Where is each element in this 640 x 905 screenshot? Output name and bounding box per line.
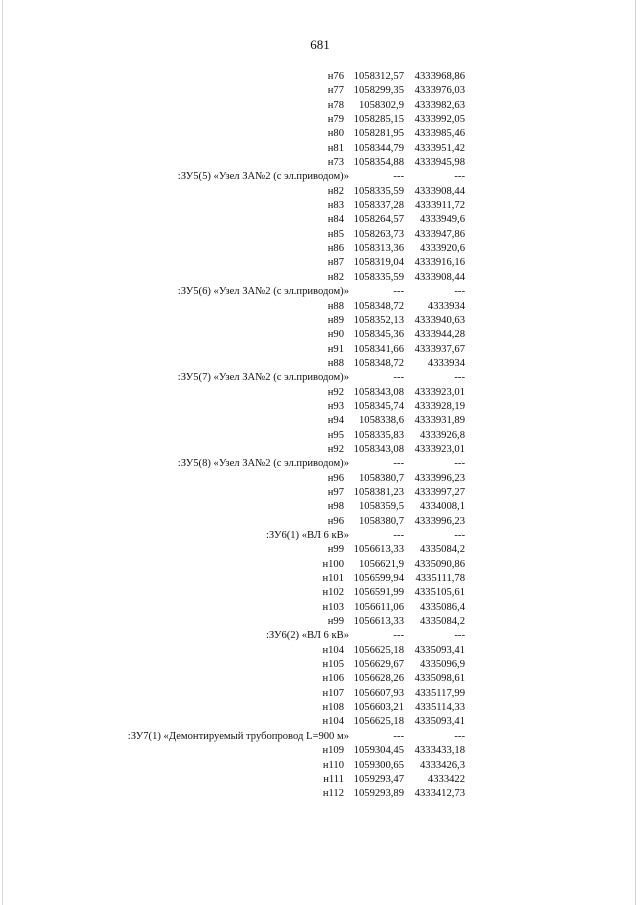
point-id: н82 (327, 185, 344, 197)
y-coordinate: 4335084,2 (419, 544, 465, 556)
y-coordinate: 4333422 (427, 773, 465, 785)
x-coordinate: 1056621,9 (358, 558, 404, 570)
y-coordinate: 4333944,28 (414, 329, 465, 341)
table-row (0, 156, 640, 170)
x-coordinate: 1056628,26 (353, 673, 404, 685)
x-coordinate: 1056613,33 (353, 616, 404, 628)
x-coordinate: --- (393, 286, 404, 298)
point-id: н111 (323, 773, 344, 785)
point-id: н84 (327, 214, 344, 226)
point-id: н91 (327, 343, 344, 355)
x-coordinate: --- (393, 730, 404, 742)
x-coordinate: 1056591,99 (353, 587, 404, 599)
x-coordinate: 1058263,73 (353, 228, 404, 240)
y-coordinate: 4333934 (427, 300, 465, 312)
point-id: н81 (327, 142, 344, 154)
point-id: н104 (322, 716, 344, 728)
y-coordinate: 4333934 (427, 357, 465, 369)
x-coordinate: --- (393, 630, 404, 642)
point-id: н88 (327, 357, 344, 369)
y-coordinate: 4333920,6 (419, 243, 465, 255)
point-id: н83 (327, 200, 344, 212)
y-coordinate: 4335114,33 (415, 702, 465, 714)
point-id: н107 (322, 687, 344, 699)
table-row (0, 113, 640, 127)
table-row (0, 515, 640, 529)
y-coordinate: 4333996,23 (414, 515, 465, 527)
x-coordinate: 1058344,79 (353, 142, 404, 154)
y-coordinate: 4333916,16 (414, 257, 465, 269)
y-coordinate: 4333940,63 (414, 314, 465, 326)
x-coordinate: --- (393, 372, 404, 384)
table-row (0, 644, 640, 658)
point-id: н92 (327, 443, 344, 455)
x-coordinate: 1056613,33 (353, 544, 404, 556)
x-coordinate: 1056607,93 (353, 687, 404, 699)
x-coordinate: 1058335,59 (353, 271, 404, 283)
x-coordinate: 1058299,35 (353, 85, 404, 97)
point-id: н109 (322, 745, 344, 757)
x-coordinate: 1056625,18 (353, 716, 404, 728)
table-row (0, 543, 640, 557)
x-coordinate: 1058380,7 (358, 472, 404, 484)
x-coordinate: 1056603,21 (353, 702, 404, 714)
x-coordinate: 1059293,89 (353, 788, 404, 800)
table-row (0, 429, 640, 443)
table-row (0, 256, 640, 270)
table-row (0, 701, 640, 715)
table-row (0, 586, 640, 600)
table-row (0, 84, 640, 98)
y-coordinate: 4333433,18 (414, 745, 465, 757)
table-row (0, 715, 640, 729)
x-coordinate: 1058345,74 (353, 400, 404, 412)
point-id: н96 (327, 472, 344, 484)
y-coordinate: 4333997,27 (414, 486, 465, 498)
x-coordinate: 1058302,9 (358, 99, 404, 111)
x-coordinate: 1056611,06 (354, 601, 404, 613)
table-row (0, 142, 640, 156)
x-coordinate: 1058343,08 (353, 443, 404, 455)
table-row (0, 228, 640, 242)
point-id: н86 (327, 243, 344, 255)
point-id: н87 (327, 257, 344, 269)
y-coordinate: 4333951,42 (414, 142, 465, 154)
table-row (0, 486, 640, 500)
point-id: н102 (322, 587, 344, 599)
y-coordinate: 4333923,01 (414, 386, 465, 398)
table-row (0, 672, 640, 686)
x-coordinate: 1058319,04 (353, 257, 404, 269)
x-coordinate: 1058335,83 (353, 429, 404, 441)
x-coordinate: --- (393, 530, 404, 541)
x-coordinate: 1058341,66 (353, 343, 404, 355)
x-coordinate: 1056599,94 (353, 573, 404, 585)
y-coordinate: 4335098,61 (414, 673, 465, 685)
table-row (0, 572, 640, 586)
y-coordinate: 4333908,44 (414, 185, 465, 197)
y-coordinate: --- (454, 171, 465, 183)
point-id: н100 (322, 558, 344, 570)
y-coordinate: 4333928,19 (414, 400, 465, 412)
point-id: н95 (327, 429, 344, 441)
table-row (0, 443, 640, 457)
y-coordinate: 4335117,99 (415, 687, 465, 699)
y-coordinate: --- (454, 286, 465, 298)
table-row (0, 199, 640, 213)
table-row (0, 271, 640, 285)
y-coordinate: 4333926,8 (419, 429, 465, 441)
y-coordinate: 4333412,73 (414, 788, 465, 800)
x-coordinate: 1058335,59 (353, 185, 404, 197)
table-row (0, 601, 640, 615)
point-id: н112 (322, 788, 344, 800)
y-coordinate: 4335093,41 (414, 644, 465, 656)
y-coordinate: 4333947,86 (414, 228, 465, 240)
table-row (0, 357, 640, 371)
point-id: н94 (327, 415, 344, 427)
point-id: н99 (327, 616, 344, 628)
table-row (0, 615, 640, 629)
x-coordinate: 1058352,13 (353, 314, 404, 326)
section-header-row (0, 629, 640, 643)
table-row (0, 314, 640, 328)
x-coordinate: 1058285,15 (353, 114, 404, 126)
point-id: н110 (322, 759, 344, 771)
table-row (0, 414, 640, 428)
x-coordinate: 1058348,72 (353, 357, 404, 369)
x-coordinate: 1059304,45 (353, 745, 404, 757)
y-coordinate: 4334008,1 (419, 501, 465, 513)
table-row (0, 773, 640, 787)
coordinates-table (0, 70, 640, 802)
y-coordinate: 4333945,98 (414, 157, 465, 169)
point-id: н92 (327, 386, 344, 398)
y-coordinate: 4333931,89 (414, 415, 465, 427)
section-header-row (0, 529, 640, 543)
section-label: :ЗУ6(2) «ВЛ 6 кВ» (265, 630, 349, 642)
section-label: :ЗУ7(1) «Демонтируемый трубопровод L=900 м» (127, 730, 349, 742)
point-id: н78 (327, 99, 344, 111)
table-row (0, 759, 640, 773)
table-row (0, 558, 640, 572)
x-coordinate: 1058338,6 (358, 415, 404, 427)
y-coordinate: 4333949,6 (419, 214, 465, 226)
y-coordinate: 4333968,86 (414, 71, 465, 82)
x-coordinate: 1058312,57 (353, 71, 404, 82)
point-id: н97 (327, 486, 344, 498)
y-coordinate: 4335093,41 (414, 716, 465, 728)
y-coordinate: 4333937,67 (414, 343, 465, 355)
y-coordinate: 4333911,72 (415, 200, 465, 212)
point-id: н106 (322, 673, 344, 685)
section-label: :ЗУ5(8) «Узел ЗА№2 (с эл.приводом)» (177, 458, 349, 470)
point-id: н103 (322, 601, 344, 613)
table-row (0, 744, 640, 758)
y-coordinate: --- (454, 372, 465, 384)
table-row (0, 127, 640, 141)
y-coordinate: --- (454, 530, 465, 541)
y-coordinate: 4335105,61 (414, 587, 465, 599)
table-row (0, 472, 640, 486)
table-row (0, 500, 640, 514)
table-row (0, 400, 640, 414)
y-coordinate: 4335086,4 (419, 601, 465, 613)
point-id: н76 (327, 71, 344, 82)
x-coordinate: 1059300,65 (353, 759, 404, 771)
y-coordinate: 4335096,9 (419, 659, 465, 671)
x-coordinate: --- (393, 458, 404, 470)
point-id: н93 (327, 400, 344, 412)
y-coordinate: --- (454, 730, 465, 742)
x-coordinate: 1056629,67 (353, 659, 404, 671)
table-row (0, 99, 640, 113)
x-coordinate: 1058264,57 (353, 214, 404, 226)
y-coordinate: 4333923,01 (414, 443, 465, 455)
point-id: н105 (322, 659, 344, 671)
y-coordinate: 4333976,03 (414, 85, 465, 97)
section-header-row (0, 730, 640, 744)
point-id: н88 (327, 300, 344, 312)
x-coordinate: 1058359,5 (358, 501, 404, 513)
y-coordinate: 4335090,86 (414, 558, 465, 570)
y-coordinate: 4333426,3 (419, 759, 465, 771)
x-coordinate: 1056625,18 (353, 644, 404, 656)
point-id: н98 (327, 501, 344, 513)
table-row (0, 185, 640, 199)
y-coordinate: 4335084,2 (419, 616, 465, 628)
point-id: н89 (327, 314, 344, 326)
table-row (0, 213, 640, 227)
x-coordinate: 1058313,36 (353, 243, 404, 255)
point-id: н73 (327, 157, 344, 169)
x-coordinate: 1058381,23 (353, 486, 404, 498)
table-row (0, 300, 640, 314)
x-coordinate: 1059293,47 (353, 773, 404, 785)
table-row (0, 787, 640, 801)
point-id: н96 (327, 515, 344, 527)
point-id: н80 (327, 128, 344, 140)
table-row (0, 386, 640, 400)
table-row (0, 242, 640, 256)
y-coordinate: --- (454, 630, 465, 642)
section-label: :ЗУ5(5) «Узел ЗА№2 (с эл.приводом)» (177, 171, 349, 183)
y-coordinate: 4333985,46 (414, 128, 465, 140)
x-coordinate: 1058354,88 (353, 157, 404, 169)
section-header-row (0, 457, 640, 471)
x-coordinate: 1058348,72 (353, 300, 404, 312)
table-row (0, 328, 640, 342)
point-id: н101 (322, 573, 344, 585)
x-coordinate: 1058281,95 (353, 128, 404, 140)
point-id: н82 (327, 271, 344, 283)
section-header-row (0, 285, 640, 299)
point-id: н79 (327, 114, 344, 126)
point-id: н85 (327, 228, 344, 240)
point-id: н77 (327, 85, 344, 97)
y-coordinate: 4333908,44 (414, 271, 465, 283)
table-row (0, 343, 640, 357)
page-number: 681 (310, 37, 330, 52)
section-label: :ЗУ6(1) «ВЛ 6 кВ» (265, 530, 349, 541)
x-coordinate: 1058380,7 (358, 515, 404, 527)
table-row (0, 658, 640, 672)
section-label: :ЗУ5(7) «Узел ЗА№2 (с эл.приводом)» (177, 372, 349, 384)
table-row (0, 70, 640, 84)
y-coordinate: 4333992,05 (414, 114, 465, 126)
x-coordinate: 1058337,28 (353, 200, 404, 212)
y-coordinate: 4335111,78 (415, 573, 465, 585)
section-header-row (0, 170, 640, 184)
x-coordinate: 1058345,36 (353, 329, 404, 341)
y-coordinate: 4333996,23 (414, 472, 465, 484)
table-row (0, 687, 640, 701)
point-id: н99 (327, 544, 344, 556)
point-id: н104 (322, 644, 344, 656)
y-coordinate: --- (454, 458, 465, 470)
section-label: :ЗУ5(6) «Узел ЗА№2 (с эл.приводом)» (177, 286, 349, 298)
point-id: н90 (327, 329, 344, 341)
point-id: н108 (322, 702, 344, 714)
section-header-row (0, 371, 640, 385)
x-coordinate: --- (393, 171, 404, 183)
y-coordinate: 4333982,63 (414, 99, 465, 111)
x-coordinate: 1058343,08 (353, 386, 404, 398)
